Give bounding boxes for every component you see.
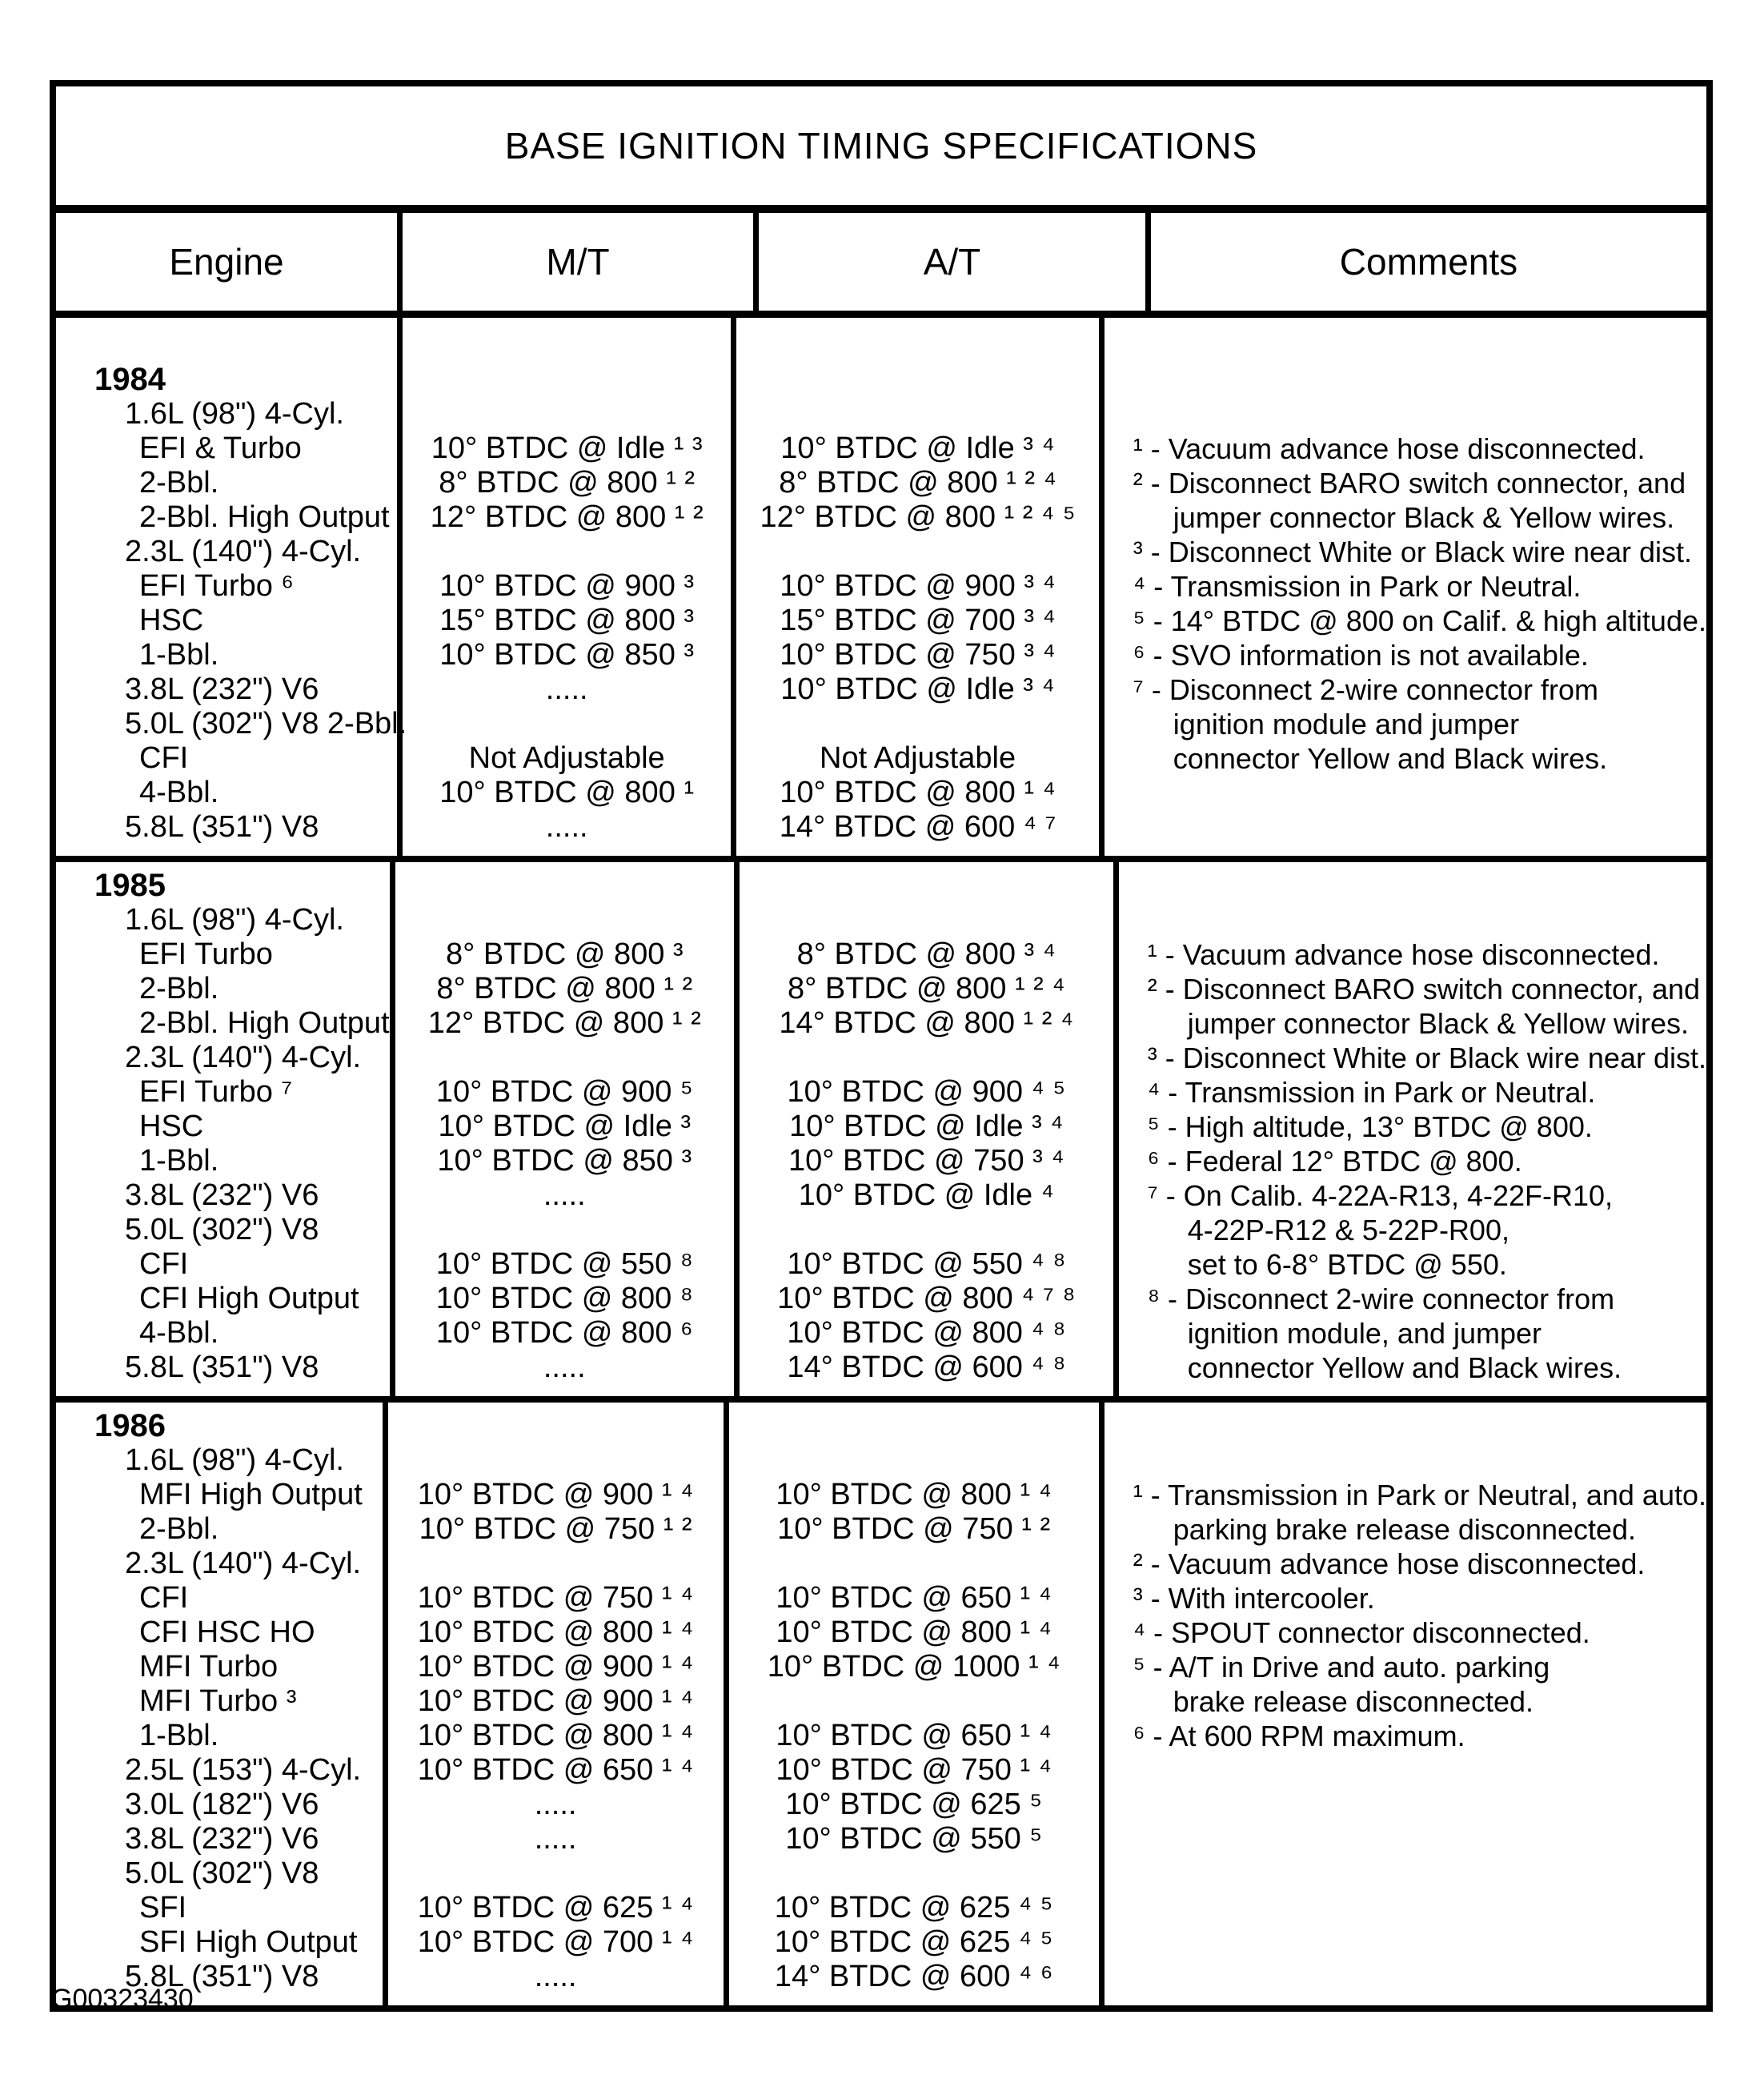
engine-cell: 2-Bbl. High Output — [139, 500, 390, 534]
mt-cell: 10° BTDC @ 850 ³ — [439, 638, 695, 672]
mt-column — [395, 862, 740, 1396]
comment-line: ³ - With intercooler. — [1133, 1582, 1375, 1615]
at-cell — [740, 1041, 1113, 1075]
engine-cell: EFI & Turbo — [139, 431, 302, 465]
comment-line: ignition module and jumper — [1173, 708, 1520, 740]
engine-cell: HSC — [139, 604, 204, 637]
comment-line: ³ - Disconnect White or Black wire near dist. — [1147, 1041, 1706, 1074]
at-cell: 10° BTDC @ 900 ⁴ ⁵ — [787, 1075, 1066, 1109]
mt-cell: 10° BTDC @ 750 ¹ ² — [419, 1512, 692, 1546]
at-cell — [729, 1443, 1099, 1478]
at-cell: 10° BTDC @ Idle ³ ⁴ — [780, 672, 1055, 706]
mt-cell: ..... — [534, 1788, 577, 1821]
mt-cell — [388, 1856, 724, 1891]
engine-cell: CFI — [139, 741, 189, 775]
engine-cell: EFI Turbo ⁶ — [139, 569, 295, 603]
engine-cell: MFI Turbo ³ — [139, 1684, 297, 1718]
comments-column — [1105, 318, 1706, 856]
at-cell: 10° BTDC @ 650 ¹ ⁴ — [776, 1719, 1052, 1752]
comment-line: ⁵ - High altitude, 13° BTDC @ 800. — [1147, 1110, 1593, 1143]
engine-cell: 3.0L (182") V6 — [125, 1788, 319, 1821]
ignition-timing-table — [50, 80, 1713, 2012]
at-cell — [740, 869, 1113, 903]
page-title: BASE IGNITION TIMING SPECIFICATIONS — [504, 125, 1258, 167]
mt-cell — [403, 535, 731, 569]
at-cell: 10° BTDC @ 550 ⁴ ⁸ — [787, 1247, 1066, 1281]
engine-cell: 5.8L (351") V8 — [125, 1351, 319, 1384]
engine-cell: EFI Turbo — [139, 937, 273, 971]
mt-cell: 10° BTDC @ 650 ¹ ⁴ — [417, 1753, 694, 1787]
engine-cell: 5.0L (302") V8 — [125, 1213, 319, 1246]
at-cell: 10° BTDC @ 650 ¹ ⁴ — [776, 1581, 1052, 1615]
engine-cell: 1-Bbl. — [139, 1719, 219, 1752]
engine-cell: SFI High Output — [139, 1925, 358, 1959]
engine-column — [56, 862, 395, 1396]
at-cell — [729, 1409, 1099, 1443]
comment-line: ¹ - Vacuum advance hose disconnected. — [1147, 938, 1660, 971]
at-cell: 8° BTDC @ 800 ¹ ² ⁴ — [787, 972, 1065, 1005]
mt-cell: 10° BTDC @ 750 ¹ ⁴ — [417, 1581, 694, 1615]
table-title-row — [56, 86, 1706, 213]
comments-column — [1119, 862, 1706, 1396]
mt-cell — [403, 363, 731, 397]
mt-cell: 10° BTDC @ 900 ⁵ — [435, 1075, 693, 1109]
mt-cell: 10° BTDC @ 550 ⁸ — [435, 1247, 693, 1281]
engine-column — [56, 318, 407, 856]
comment-line: connector Yellow and Black wires. — [1187, 1351, 1622, 1384]
column-headers — [56, 213, 1706, 318]
mt-cell — [395, 1041, 734, 1075]
comment-line: ¹ - Transmission in Park or Neutral, and auto. — [1133, 1479, 1706, 1511]
at-cell — [729, 1684, 1099, 1719]
engine-cell: SFI — [139, 1891, 187, 1924]
at-cell: 14° BTDC @ 800 ¹ ² ⁴ — [779, 1006, 1074, 1040]
comment-line: ² - Disconnect BARO switch connector, and — [1133, 467, 1686, 500]
comment-line: parking brake release disconnected. — [1173, 1513, 1637, 1546]
engine-cell: 3.8L (232") V6 — [125, 1822, 319, 1856]
column-header-comments: Comments — [1339, 241, 1518, 283]
mt-cell: 12° BTDC @ 800 ¹ ² — [427, 1006, 701, 1040]
column-header-at: A/T — [759, 213, 1151, 311]
at-cell: 10° BTDC @ 750 ¹ ² — [777, 1512, 1051, 1546]
comment-line: ⁸ - Disconnect 2-wire connector from — [1147, 1282, 1615, 1315]
at-cell: 10° BTDC @ 1000 ¹ ⁴ — [767, 1650, 1060, 1684]
year-section — [56, 1396, 1706, 2005]
engine-cell: 1.6L (98") 4-Cyl. — [125, 1443, 344, 1477]
mt-column — [388, 1403, 729, 2005]
engine-cell: 4-Bbl. — [139, 1316, 219, 1350]
at-cell — [736, 535, 1098, 569]
engine-cell: 1-Bbl. — [139, 1144, 219, 1178]
mt-column — [403, 318, 736, 856]
at-cell: 10° BTDC @ Idle ³ ⁴ — [780, 431, 1055, 465]
comment-line: ⁴ - Transmission in Park or Neutral. — [1133, 570, 1582, 603]
column-header-engine: Engine — [56, 213, 403, 311]
mt-cell: 10° BTDC @ 900 ³ — [439, 569, 695, 603]
engine-cell: CFI — [139, 1581, 189, 1615]
mt-cell: 8° BTDC @ 800 ¹ ² — [436, 972, 693, 1005]
mt-cell: 10° BTDC @ 900 ¹ ⁴ — [417, 1650, 694, 1684]
comment-line: ⁶ - At 600 RPM maximum. — [1133, 1720, 1465, 1752]
year-label: 1985 — [94, 868, 166, 903]
mt-cell: 10° BTDC @ 800 ¹ ⁴ — [417, 1719, 694, 1752]
engine-cell: EFI Turbo ⁷ — [139, 1075, 293, 1109]
mt-cell: 10° BTDC @ 900 ¹ ⁴ — [417, 1478, 694, 1511]
at-cell: 10° BTDC @ 625 ⁴ ⁵ — [774, 1891, 1053, 1924]
at-cell: 10° BTDC @ 750 ¹ ⁴ — [776, 1753, 1052, 1787]
comment-line: jumper connector Black & Yellow wires. — [1173, 501, 1675, 534]
at-cell: 10° BTDC @ Idle ⁴ — [798, 1178, 1054, 1212]
mt-cell: ..... — [545, 810, 588, 844]
at-cell: 10° BTDC @ 550 ⁵ — [785, 1822, 1043, 1856]
mt-cell: 12° BTDC @ 800 ¹ ² — [430, 500, 704, 534]
mt-cell: 10° BTDC @ 625 ¹ ⁴ — [417, 1891, 694, 1924]
at-column — [740, 862, 1119, 1396]
engine-cell: 2.3L (140") 4-Cyl. — [125, 1547, 362, 1580]
comment-line: ³ - Disconnect White or Black wire near dist. — [1133, 536, 1693, 568]
engine-cell: 5.0L (302") V8 — [125, 1856, 319, 1890]
at-column — [736, 318, 1104, 856]
mt-cell: 8° BTDC @ 800 ¹ ² — [439, 466, 696, 500]
comment-line: set to 6-8° BTDC @ 550. — [1187, 1248, 1507, 1281]
engine-cell: 2-Bbl. — [139, 1512, 219, 1546]
comment-line: ⁵ - A/T in Drive and auto. parking — [1133, 1651, 1550, 1684]
year-section — [56, 318, 1706, 856]
at-cell: 8° BTDC @ 800 ³ ⁴ — [796, 937, 1056, 971]
comment-line: jumper connector Black & Yellow wires. — [1187, 1007, 1690, 1040]
at-cell: 10° BTDC @ 800 ¹ ⁴ — [780, 776, 1056, 809]
mt-cell: ..... — [543, 1351, 586, 1384]
comment-line: ⁴ - Transmission in Park or Neutral. — [1147, 1076, 1596, 1109]
mt-cell — [395, 903, 734, 937]
mt-cell — [388, 1409, 724, 1443]
engine-cell: 3.8L (232") V6 — [125, 1178, 319, 1212]
engine-cell: HSC — [139, 1110, 204, 1143]
engine-cell: MFI High Output — [139, 1478, 363, 1511]
mt-cell: ..... — [545, 672, 588, 706]
comment-line: 4-22P-R12 & 5-22P-R00, — [1187, 1214, 1509, 1246]
engine-cell: CFI HSC HO — [139, 1615, 315, 1649]
at-cell: 10° BTDC @ 800 ⁴ ⁸ — [787, 1316, 1066, 1350]
engine-cell: CFI High Output — [139, 1282, 359, 1315]
at-cell — [736, 397, 1098, 431]
at-cell — [729, 1856, 1099, 1891]
comment-line: ⁶ - SVO information is not available. — [1133, 639, 1589, 672]
mt-cell — [403, 707, 731, 741]
mt-cell: ..... — [534, 1822, 577, 1856]
at-cell: 10° BTDC @ 625 ⁴ ⁵ — [774, 1925, 1053, 1959]
engine-cell: 3.8L (232") V6 — [125, 672, 319, 706]
at-cell: 10° BTDC @ 625 ⁵ — [785, 1788, 1043, 1821]
at-cell: 14° BTDC @ 600 ⁴ ⁷ — [779, 810, 1056, 844]
mt-cell: 10° BTDC @ 800 ¹ ⁴ — [417, 1615, 694, 1649]
comment-line: ⁶ - Federal 12° BTDC @ 800. — [1147, 1145, 1522, 1178]
comment-line: ⁵ - 14° BTDC @ 800 on Calif. & high altitude. — [1133, 604, 1706, 637]
mt-cell: 10° BTDC @ 850 ³ — [437, 1144, 692, 1178]
mt-cell — [388, 1547, 724, 1581]
comment-line: ⁴ - SPOUT connector disconnected. — [1133, 1616, 1590, 1649]
engine-cell: 2.3L (140") 4-Cyl. — [125, 535, 362, 568]
at-cell: 10° BTDC @ 900 ³ ⁴ — [780, 569, 1056, 603]
year-label: 1986 — [94, 1408, 166, 1443]
year-label: 1984 — [94, 362, 166, 397]
year-section — [56, 856, 1706, 1396]
at-cell — [740, 1213, 1113, 1247]
at-cell: 10° BTDC @ 750 ³ ⁴ — [780, 638, 1056, 672]
engine-cell: 5.8L (351") V8 — [125, 1960, 319, 1993]
mt-cell: ..... — [543, 1178, 586, 1212]
comment-line: brake release disconnected. — [1173, 1685, 1533, 1718]
comment-line: ² - Vacuum advance hose disconnected. — [1133, 1547, 1646, 1580]
comments-column — [1105, 1403, 1706, 2005]
engine-cell: 1-Bbl. — [139, 638, 219, 672]
engine-cell: 2.3L (140") 4-Cyl. — [125, 1041, 362, 1074]
engine-column — [56, 1403, 388, 2005]
at-cell: 10° BTDC @ Idle ³ ⁴ — [789, 1110, 1064, 1143]
table-body — [56, 318, 1706, 2005]
at-cell — [740, 903, 1113, 937]
mt-cell: ..... — [534, 1960, 577, 1993]
engine-cell: 2-Bbl. — [139, 972, 219, 1005]
engine-cell: MFI Turbo — [139, 1650, 279, 1684]
engine-cell: 1.6L (98") 4-Cyl. — [125, 397, 344, 431]
comment-line: ignition module, and jumper — [1187, 1317, 1542, 1350]
engine-cell: CFI — [139, 1247, 189, 1281]
at-cell: 15° BTDC @ 700 ³ ⁴ — [780, 604, 1056, 637]
comment-line: connector Yellow and Black wires. — [1173, 742, 1608, 775]
mt-cell: 10° BTDC @ 700 ¹ ⁴ — [417, 1925, 694, 1959]
mt-cell: 10° BTDC @ 800 ¹ — [439, 776, 695, 809]
at-cell: 10° BTDC @ 750 ³ ⁴ — [788, 1144, 1064, 1178]
at-cell — [736, 363, 1098, 397]
engine-cell: 5.8L (351") V8 — [125, 810, 319, 844]
at-cell: 10° BTDC @ 800 ¹ ⁴ — [776, 1615, 1052, 1649]
engine-cell: 2.5L (153") 4-Cyl. — [125, 1753, 362, 1787]
at-cell: 12° BTDC @ 800 ¹ ² ⁴ ⁵ — [760, 500, 1076, 534]
at-cell: Not Adjustable — [820, 741, 1016, 775]
at-cell: 14° BTDC @ 600 ⁴ ⁸ — [787, 1351, 1066, 1384]
figure-code: G00323430 — [51, 1984, 194, 2014]
comment-line: ² - Disconnect BARO switch connector, and — [1147, 973, 1701, 1005]
engine-cell: 4-Bbl. — [139, 776, 219, 809]
engine-cell: 1.6L (98") 4-Cyl. — [125, 903, 344, 937]
mt-cell: 10° BTDC @ Idle ³ — [438, 1110, 692, 1143]
mt-cell — [395, 869, 734, 903]
at-column — [729, 1403, 1105, 2005]
column-header-mt: M/T — [403, 213, 759, 311]
engine-cell: 2-Bbl. High Output — [139, 1006, 390, 1040]
mt-cell: 10° BTDC @ 800 ⁸ — [435, 1282, 693, 1315]
comment-line: ¹ - Vacuum advance hose disconnected. — [1133, 432, 1646, 465]
mt-cell — [395, 1213, 734, 1247]
at-cell — [736, 707, 1098, 741]
comment-line: ⁷ - Disconnect 2-wire connector from — [1133, 673, 1599, 706]
comment-line: ⁷ - On Calib. 4-22A-R13, 4-22F-R10, — [1147, 1179, 1614, 1212]
mt-cell: 8° BTDC @ 800 ³ — [445, 937, 684, 971]
mt-cell: 10° BTDC @ Idle ¹ ³ — [431, 431, 703, 465]
mt-cell — [388, 1443, 724, 1478]
mt-cell: 10° BTDC @ 800 ⁶ — [435, 1316, 693, 1350]
mt-cell: Not Adjustable — [468, 741, 665, 775]
mt-cell — [403, 397, 731, 431]
at-cell: 10° BTDC @ 800 ⁴ ⁷ ⁸ — [777, 1282, 1076, 1315]
mt-cell: 15° BTDC @ 800 ³ — [439, 604, 695, 637]
at-cell: 14° BTDC @ 600 ⁴ ⁶ — [774, 1960, 1053, 1993]
at-cell: 10° BTDC @ 800 ¹ ⁴ — [776, 1478, 1052, 1511]
engine-cell: 5.0L (302") V8 2-Bbl. — [125, 707, 407, 740]
mt-cell: 10° BTDC @ 900 ¹ ⁴ — [417, 1684, 694, 1718]
engine-cell: 2-Bbl. — [139, 466, 219, 500]
at-cell — [729, 1547, 1099, 1581]
at-cell: 8° BTDC @ 800 ¹ ² ⁴ — [779, 466, 1056, 500]
